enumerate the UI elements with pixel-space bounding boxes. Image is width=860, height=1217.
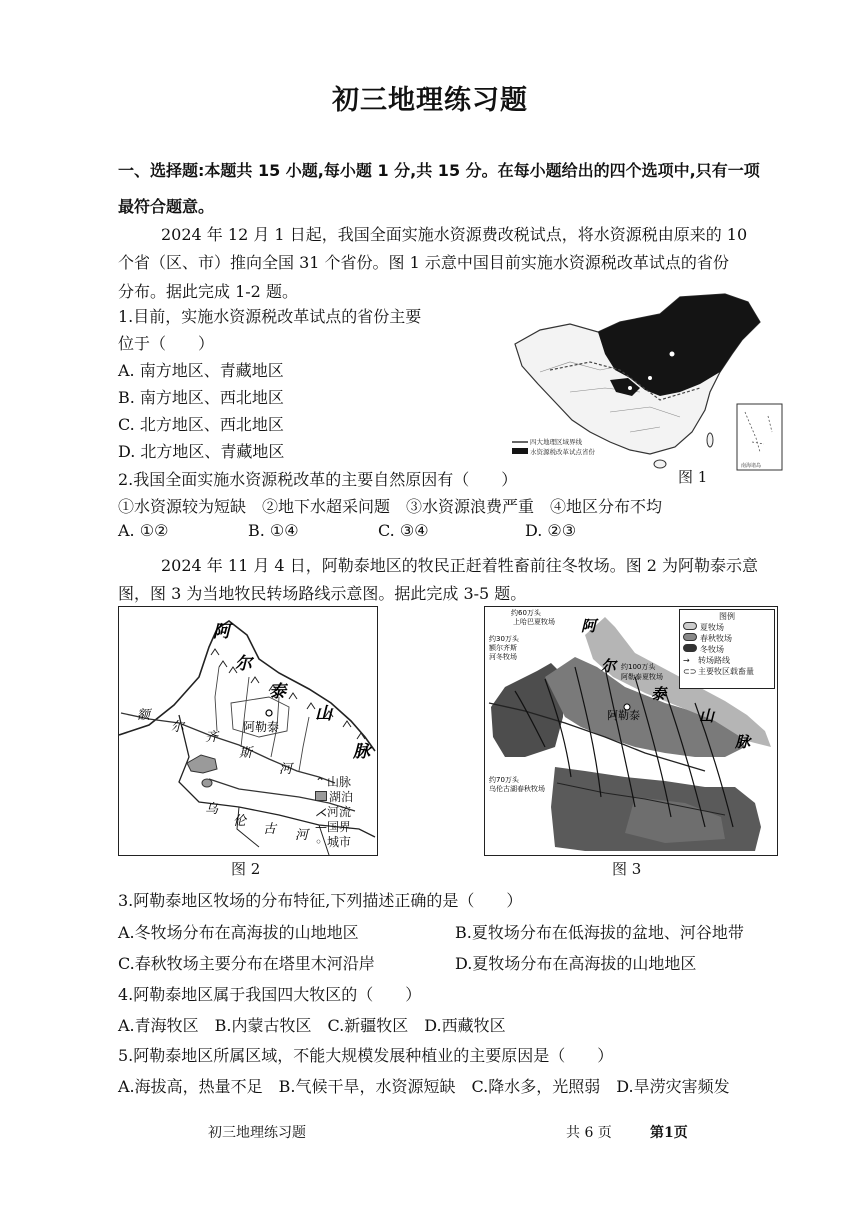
q3-option-a[interactable]: A.冬牧场分布在高海拔的山地地区 <box>118 923 359 942</box>
figure-3-map <box>484 606 778 856</box>
fig3-label-b3: 河冬牧场 <box>489 653 517 661</box>
q2-option-b[interactable]: B. ①④ <box>248 521 299 540</box>
q3-option-d[interactable]: D.夏牧场分布在高海拔的山地地区 <box>455 954 697 973</box>
fig2-river1-char-5: 河 <box>279 762 293 777</box>
fig3-label-d1: 约70万头 <box>489 776 519 784</box>
section-heading-line1: 一、选择题:本题共 15 小题,每小题 1 分,共 15 分。在每小题给出的四个选项中,只有一项 <box>118 161 760 180</box>
fig2-river2-char-1: 乌 <box>205 802 219 817</box>
fig3-legend-summer: 夏牧场 <box>700 623 724 632</box>
figure-2-caption: 图 2 <box>231 860 261 878</box>
fig3-label-b2: 额尔齐斯 <box>489 644 517 652</box>
figure-1-caption: 图 1 <box>678 468 708 486</box>
section-heading-line2: 最符合题意。 <box>118 197 215 216</box>
q2-option-a[interactable]: A. ①② <box>118 521 169 540</box>
q1-option-c[interactable]: C. 北方地区、西北地区 <box>118 415 284 434</box>
intro1-line2: 个省（区、市）推向全国 31 个省份。图 1 示意中国目前实施水资源税改革试点的省份 <box>118 253 729 272</box>
fig2-legend-lake: 湖泊 <box>329 790 354 804</box>
fig2-river2-char-2: 伦 <box>233 814 247 829</box>
q3-option-b[interactable]: B.夏牧场分布在低海拔的盆地、河谷地带 <box>455 923 744 942</box>
q2-stem: 2.我国全面实施水资源税改革的主要自然原因有（ ） <box>118 470 518 489</box>
fig3-legend: 图例 夏牧场 春秋牧场 冬牧场 → 转场路线 ⊂⊃ 主要牧区载畜量 <box>679 609 775 689</box>
q3-option-c[interactable]: C.春秋牧场主要分布在塔里木河沿岸 <box>118 954 375 973</box>
fig2-river1-char-3: 齐 <box>205 730 219 745</box>
q1-stem-line2: 位于（ ） <box>118 334 215 353</box>
q5-options[interactable]: A.海拔高，热量不足 B.气候干旱，水资源短缺 C.降水多，光照弱 D.旱涝灾害频发 <box>118 1077 730 1096</box>
fig3-legend-title: 图例 <box>719 612 735 621</box>
fig1-legend-boundary: 四大地理区域界线 <box>530 438 582 446</box>
fig2-legend-city: 城市 <box>327 835 352 849</box>
q2-statements: ①水资源较为短缺 ②地下水超采问题 ③水资源浪费严重 ④地区分布不均 <box>118 497 663 516</box>
fig2-mountain-char-1: 阿 <box>213 622 230 642</box>
footer-page-number: 第1页 <box>650 1125 688 1141</box>
fig2-river1-char-2: 尔 <box>171 720 185 735</box>
q2-option-d[interactable]: D. ②③ <box>525 521 577 540</box>
svg-text:阿: 阿 <box>581 617 597 635</box>
intro1-line3: 分布。据此完成 1-2 题。 <box>118 282 298 301</box>
svg-text:山: 山 <box>699 707 715 725</box>
footer-total-pages: 共 6 页 <box>566 1125 612 1141</box>
fig2-river1-char-4: 斯 <box>239 746 253 761</box>
fig2-mountain-char-4: 山 <box>315 704 332 724</box>
fig2-river2-char-3: 古 <box>263 822 277 837</box>
q4-options[interactable]: A.青海牧区 B.内蒙古牧区 C.新疆牧区 D.西藏牧区 <box>118 1016 506 1035</box>
intro2-line2: 图，图 3 为当地牧民转场路线示意图。据此完成 3-5 题。 <box>118 584 527 603</box>
q1-option-b[interactable]: B. 南方地区、西北地区 <box>118 388 284 407</box>
fig2-mountain-char-2: 尔 <box>235 654 252 674</box>
fig3-label-b1: 约30万头 <box>489 635 519 643</box>
fig2-legend-mountain: 山脉 <box>327 775 352 789</box>
q2-option-c[interactable]: C. ③④ <box>378 521 429 540</box>
fig2-legend-river: 河流 <box>327 805 352 819</box>
page-title: 初三地理练习题 <box>332 85 528 116</box>
figure-2-map <box>118 606 378 856</box>
fig2-river2-char-4: 河 <box>295 828 309 843</box>
fig2-legend-border: 国界 <box>327 820 352 834</box>
fig3-city-label: 阿勒泰 <box>607 709 640 722</box>
fig3-legend-capacity: 主要牧区载畜量 <box>698 667 754 676</box>
svg-text:脉: 脉 <box>735 733 751 751</box>
fig3-legend-spring-autumn: 春秋牧场 <box>700 634 732 643</box>
q1-stem-line1: 1.目前，实施水资源税改革试点的省份主要 <box>118 307 422 326</box>
fig2-mountain-char-3: 泰 <box>269 682 286 702</box>
fig2-river1-char-1: 额 <box>137 708 151 723</box>
fig2-mountain-char-5: 脉 <box>353 742 370 762</box>
fig3-legend-route: 转场路线 <box>698 656 730 665</box>
fig2-city-label: 阿勒泰 <box>243 720 280 734</box>
fig3-label-a1: 约60万头 <box>511 609 541 617</box>
q4-stem: 4.阿勒泰地区属于我国四大牧区的（ ） <box>118 985 422 1004</box>
footer-title: 初三地理练习题 <box>208 1125 306 1141</box>
fig2-legend: ⌃ 山脉 湖泊 ⋌河流 —国界 ◦ 城市 <box>315 775 354 849</box>
fig3-label-c2: 阿勒泰夏牧场 <box>621 673 663 681</box>
figure-1-map <box>510 292 788 472</box>
fig3-label-a2: 上哈巴夏牧场 <box>513 618 555 626</box>
q1-option-a[interactable]: A. 南方地区、青藏地区 <box>118 361 284 380</box>
inset-label: 南海诸岛 <box>741 463 762 469</box>
figure-3-caption: 图 3 <box>612 860 642 878</box>
fig3-label-d2: 乌伦古湖春秋牧场 <box>489 785 545 793</box>
q3-stem: 3.阿勒泰地区牧场的分布特征,下列描述正确的是（ ） <box>118 891 523 910</box>
svg-text:泰: 泰 <box>651 685 667 703</box>
fig3-legend-winter: 冬牧场 <box>700 645 724 654</box>
q5-stem: 5.阿勒泰地区所属区域，不能大规模发展种植业的主要原因是（ ） <box>118 1046 614 1065</box>
intro1-line1: 2024 年 12 月 1 日起，我国全面实施水资源费改税试点，将水资源税由原来的 10 <box>161 225 748 244</box>
fig3-label-c1: 约100万头 <box>621 663 656 671</box>
intro2-line1: 2024 年 11 月 4 日，阿勒泰地区的牧民正赶着牲畜前往冬牧场。图 2 为阿勒泰示意 <box>161 556 759 575</box>
svg-text:尔: 尔 <box>601 657 617 675</box>
q1-option-d[interactable]: D. 北方地区、青藏地区 <box>118 442 285 461</box>
fig1-legend-pilot: 水资源税改革试点省份 <box>530 448 595 456</box>
